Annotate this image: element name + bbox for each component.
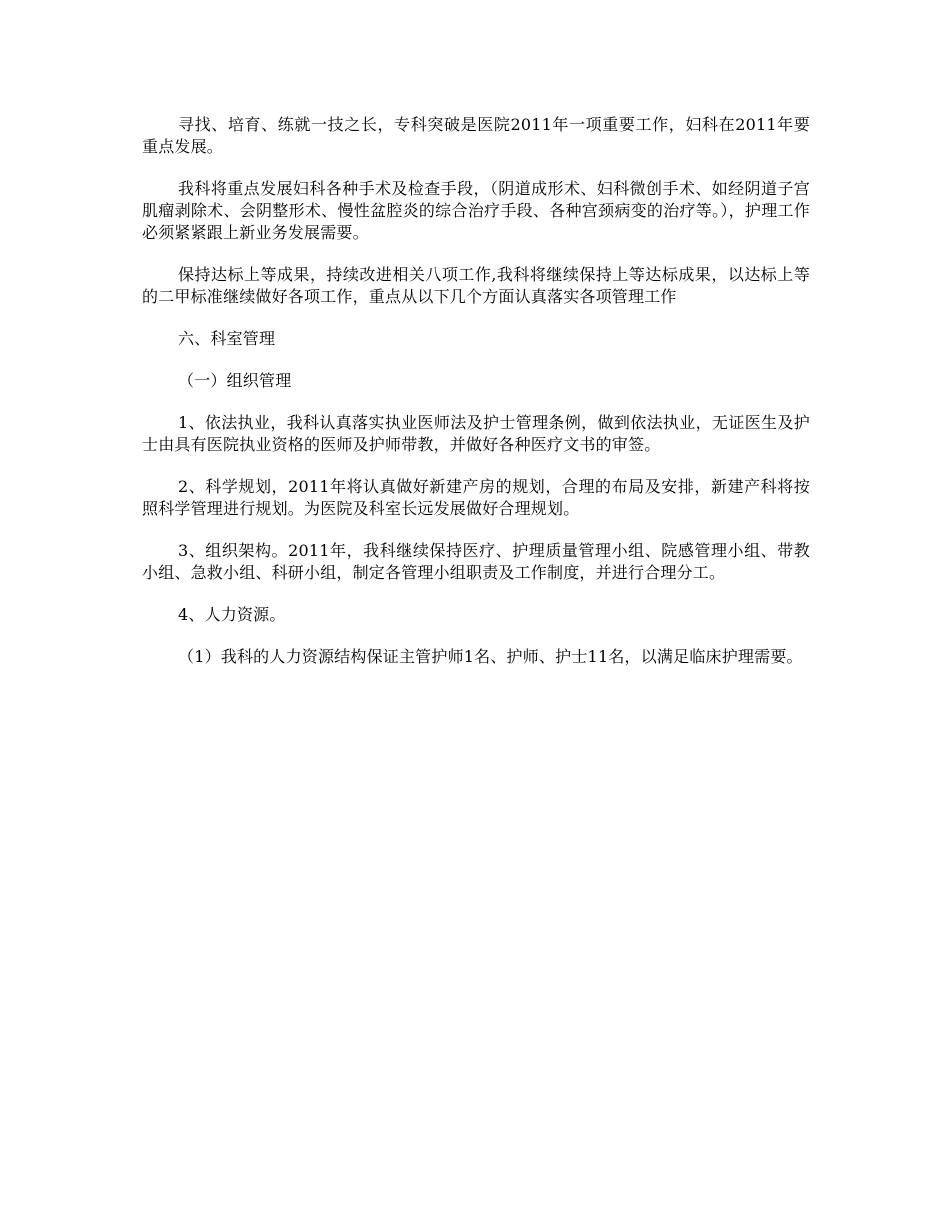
- paragraph-intro: 寻找、培育、练就一技之长，专科突破是医院2011年一项重要工作，妇科在2011年要重点发展。: [142, 115, 810, 156]
- paragraph-organization: 3、组织架构。2011年，我科继续保持医疗、护理质量管理小组、院感管理小组、带教小组、急救小组、科研小组，制定各管理小组职责及工作制度，并进行合理分工。: [142, 541, 810, 582]
- subsection-heading: （一）组织管理: [178, 371, 292, 390]
- section-heading: 六、科室管理: [178, 329, 276, 348]
- paragraph-planning: 2、科学规划，2011年将认真做好新建产房的规划，合理的布局及安排，新建产科将按照科学管理进行规划。为医院及科室长远发展做好合理规划。: [142, 477, 810, 518]
- document-body: [142, 114, 810, 688]
- paragraph-hr-heading: 4、人力资源。: [178, 605, 286, 624]
- paragraph-surgery-plan: 我科将重点发展妇科各种手术及检查手段，（阴道成形术、妇科微创手术、如经阴道子宫肌瘤剥除术、会阴整形术、慢性盆腔炎的综合治疗手段、各种宫颈病变的治疗等。），护理工作必须紧紧跟上新业务发展需要。: [142, 179, 810, 242]
- paragraph-legal-practice: 1、依法执业，我科认真落实执业医师法及护士管理条例，做到依法执业，无证医生及护士由具有医院执业资格的医师及护师带教，并做好各种医疗文书的审签。: [142, 413, 810, 454]
- paragraph-hr-structure: （1）我科的人力资源结构保证主管护师1名、护师、护士11名，以满足临床护理需要。: [178, 647, 803, 666]
- paragraph-standards: 保持达标上等成果，持续改进相关八项工作,我科将继续保持上等达标成果，以达标上等的二甲标准继续做好各项工作，重点从以下几个方面认真落实各项管理工作: [142, 265, 810, 306]
